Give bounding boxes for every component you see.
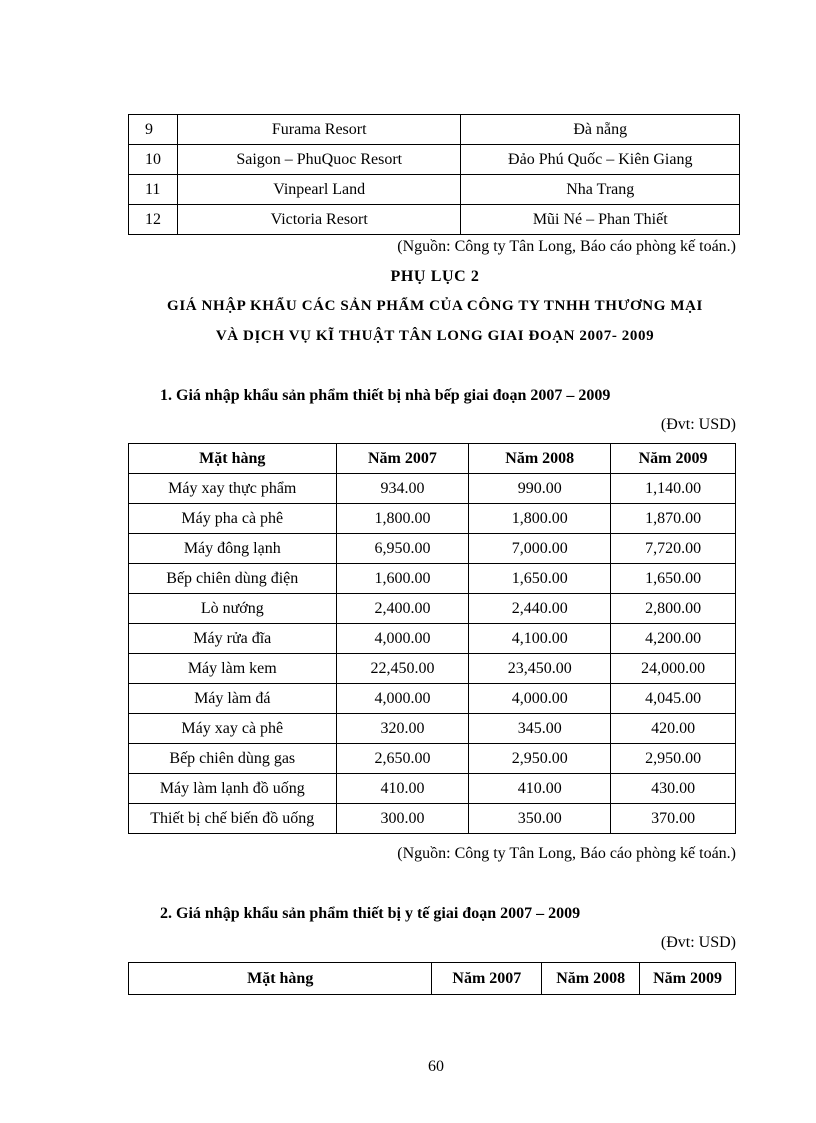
- header-item: Mặt hàng: [129, 444, 337, 474]
- table-row: [129, 654, 736, 684]
- price-2009: 4,045.00: [611, 684, 736, 714]
- price-2009: 4,200.00: [611, 624, 736, 654]
- resort-name: Saigon – PhuQuoc Resort: [177, 145, 461, 175]
- price-2007: 320.00: [336, 714, 469, 744]
- price-2009: 370.00: [611, 804, 736, 834]
- table-row: [129, 684, 736, 714]
- table-row: [129, 744, 736, 774]
- table-row: [129, 504, 736, 534]
- row-number: 10: [129, 145, 178, 175]
- item-name: Máy làm lạnh đồ uống: [129, 774, 337, 804]
- price-2009: 1,870.00: [611, 504, 736, 534]
- price-2009: 24,000.00: [611, 654, 736, 684]
- item-name: Thiết bị chế biến đồ uống: [129, 804, 337, 834]
- price-2007: 4,000.00: [336, 624, 469, 654]
- price-2007: 2,650.00: [336, 744, 469, 774]
- resort-location: Đà nẵng: [461, 115, 740, 145]
- appendix-title-line1: GIÁ NHẬP KHẨU CÁC SẢN PHẨM CỦA CÔNG TY TNHH THƯƠNG MẠI: [167, 298, 703, 314]
- item-name: Máy rửa đĩa: [129, 624, 337, 654]
- price-2008: 410.00: [469, 774, 611, 804]
- table-row: [129, 205, 740, 235]
- item-name: Lò nướng: [129, 594, 337, 624]
- price-2007: 1,800.00: [336, 504, 469, 534]
- resort-location: Nha Trang: [461, 175, 740, 205]
- table-row: [129, 714, 736, 744]
- item-name: Bếp chiên dùng gas: [129, 744, 337, 774]
- header-2008: Năm 2008: [542, 963, 640, 995]
- price-2007: 410.00: [336, 774, 469, 804]
- table-row: [129, 804, 736, 834]
- resort-name: Vinpearl Land: [177, 175, 461, 205]
- section1-heading: 1. Giá nhập khẩu sản phẩm thiết bị nhà bếp giai đoạn 2007 – 2009: [160, 387, 611, 404]
- price-2007: 934.00: [336, 474, 469, 504]
- price-2008: 990.00: [469, 474, 611, 504]
- item-name: Máy xay cà phê: [129, 714, 337, 744]
- resort-table: [128, 114, 740, 235]
- table-row: [129, 534, 736, 564]
- item-name: Máy pha cà phê: [129, 504, 337, 534]
- table-row: [129, 175, 740, 205]
- table-row: [129, 774, 736, 804]
- resort-location: Mũi Né – Phan Thiết: [461, 205, 740, 235]
- price-2008: 1,650.00: [469, 564, 611, 594]
- price-2008: 4,000.00: [469, 684, 611, 714]
- resort-location: Đảo Phú Quốc – Kiên Giang: [461, 145, 740, 175]
- appendix-title-line2: VÀ DỊCH VỤ KĨ THUẬT TÂN LONG GIAI ĐOẠN 2007- 2009: [215, 328, 655, 344]
- source-note-1: (Nguồn: Công ty Tân Long, Báo cáo phòng kế toán.): [397, 238, 736, 255]
- header-item: Mặt hàng: [129, 963, 432, 995]
- item-name: Máy đông lạnh: [129, 534, 337, 564]
- row-number: 11: [129, 175, 178, 205]
- price-2007: 2,400.00: [336, 594, 469, 624]
- table-row: [129, 145, 740, 175]
- price-2008: 2,950.00: [469, 744, 611, 774]
- section2-heading: 2. Giá nhập khẩu sản phẩm thiết bị y tế giai đoạn 2007 – 2009: [160, 905, 581, 922]
- table-row: [129, 624, 736, 654]
- header-2007: Năm 2007: [432, 963, 542, 995]
- header-2008: Năm 2008: [469, 444, 611, 474]
- price-2007: 22,450.00: [336, 654, 469, 684]
- item-name: Bếp chiên dùng điện: [129, 564, 337, 594]
- resort-name: Furama Resort: [177, 115, 461, 145]
- price-2009: 1,140.00: [611, 474, 736, 504]
- table-row: [129, 594, 736, 624]
- table-row: [129, 115, 740, 145]
- item-name: Máy xay thực phẩm: [129, 474, 337, 504]
- header-2007: Năm 2007: [336, 444, 469, 474]
- section2-unit: (Đvt: USD): [660, 934, 736, 951]
- price-2008: 23,450.00: [469, 654, 611, 684]
- price-2008: 350.00: [469, 804, 611, 834]
- price-2009: 2,800.00: [611, 594, 736, 624]
- table-row: [129, 474, 736, 504]
- resort-name: Victoria Resort: [177, 205, 461, 235]
- price-2007: 300.00: [336, 804, 469, 834]
- price-2007: 6,950.00: [336, 534, 469, 564]
- item-name: Máy làm kem: [129, 654, 337, 684]
- price-2008: 2,440.00: [469, 594, 611, 624]
- price-2008: 4,100.00: [469, 624, 611, 654]
- price-2008: 7,000.00: [469, 534, 611, 564]
- medical-price-table: [128, 962, 736, 995]
- page-number: 60: [428, 1058, 444, 1075]
- price-2009: 420.00: [611, 714, 736, 744]
- row-number: 9: [129, 115, 178, 145]
- source-note-2: (Nguồn: Công ty Tân Long, Báo cáo phòng kế toán.): [397, 845, 736, 862]
- price-2007: 1,600.00: [336, 564, 469, 594]
- price-2009: 2,950.00: [611, 744, 736, 774]
- price-2008: 1,800.00: [469, 504, 611, 534]
- price-2007: 4,000.00: [336, 684, 469, 714]
- kitchen-price-table: [128, 443, 736, 834]
- appendix-label: PHỤ LỤC 2: [390, 268, 480, 285]
- table-header-row: [129, 444, 736, 474]
- price-2008: 345.00: [469, 714, 611, 744]
- header-2009: Năm 2009: [611, 444, 736, 474]
- price-2009: 1,650.00: [611, 564, 736, 594]
- item-name: Máy làm đá: [129, 684, 337, 714]
- price-2009: 430.00: [611, 774, 736, 804]
- row-number: 12: [129, 205, 178, 235]
- price-2009: 7,720.00: [611, 534, 736, 564]
- table-header-row: [129, 963, 736, 995]
- table-row: [129, 564, 736, 594]
- section1-unit: (Đvt: USD): [660, 416, 736, 433]
- header-2009: Năm 2009: [640, 963, 736, 995]
